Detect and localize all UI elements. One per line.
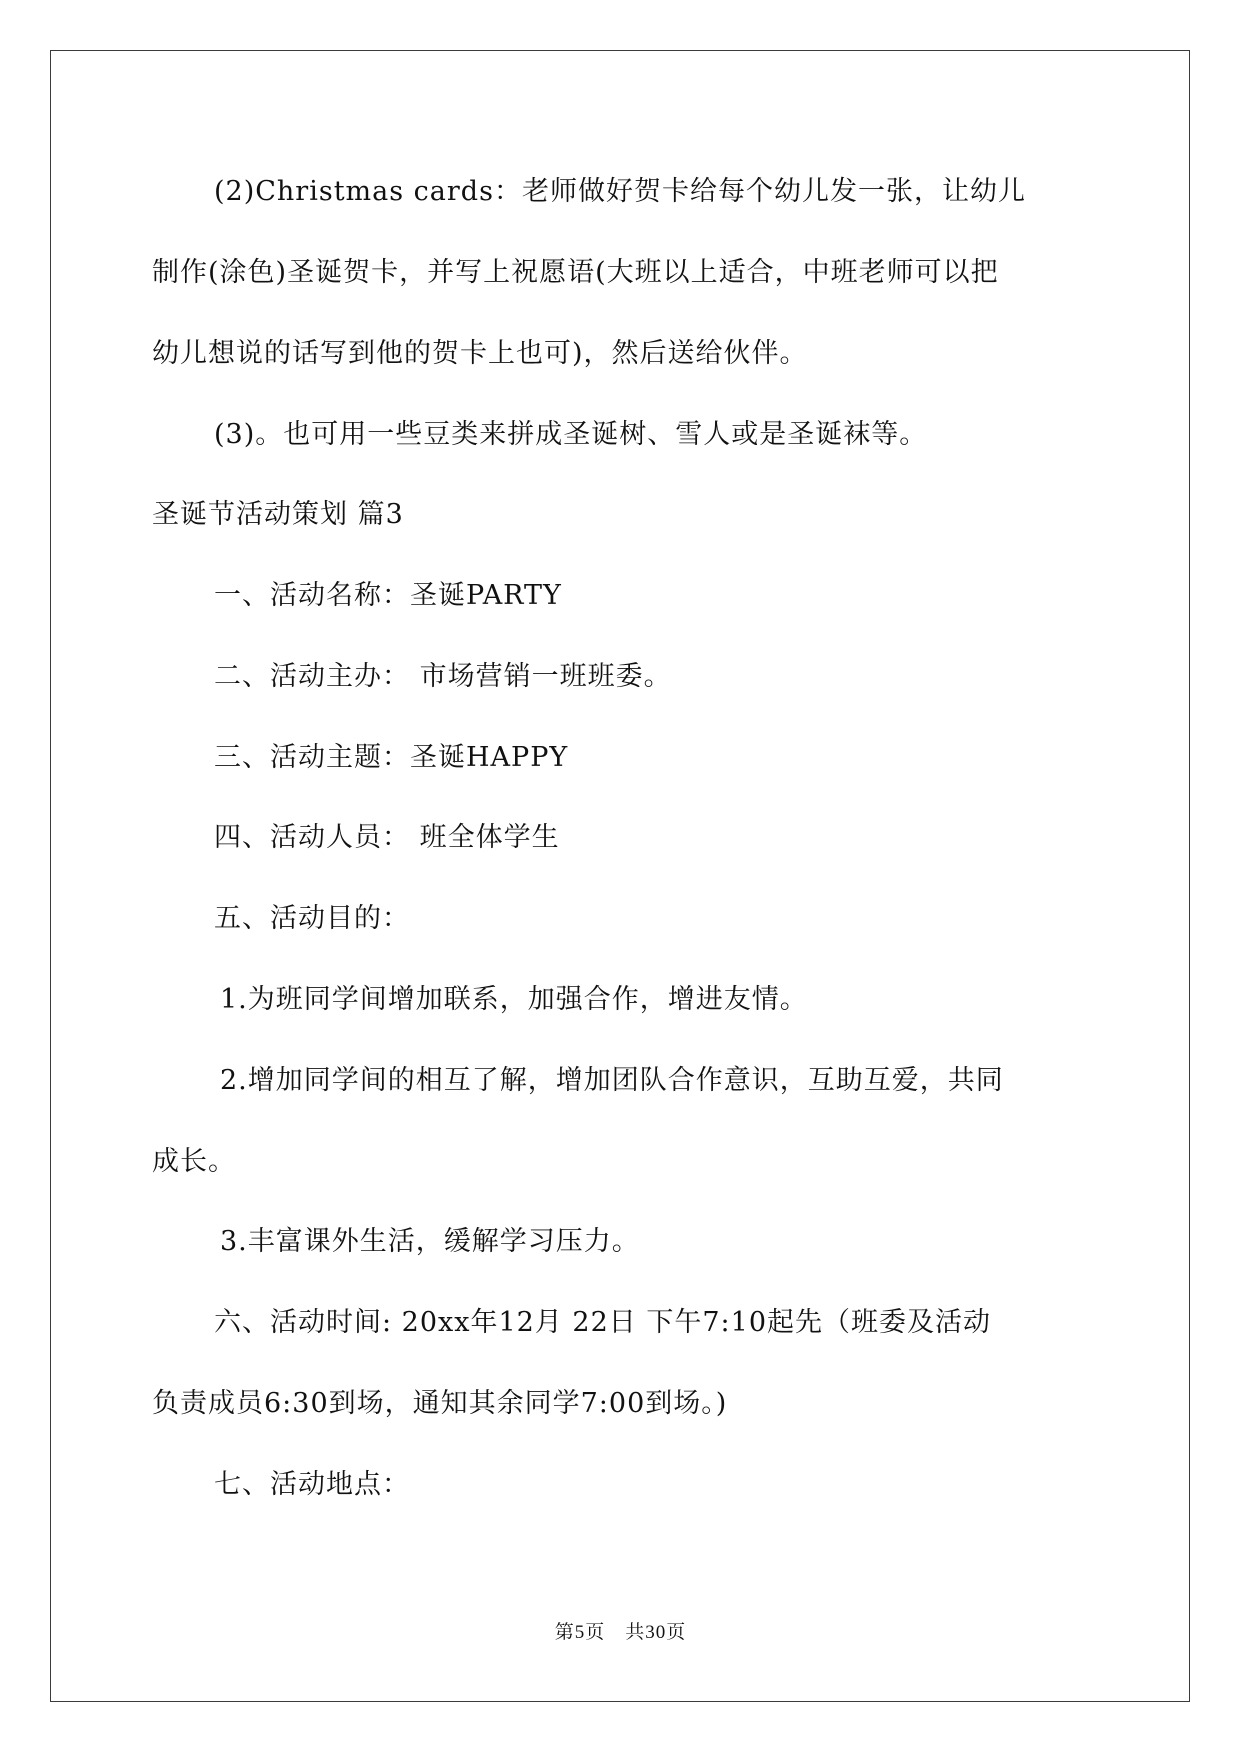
paragraph-line: 幼儿想说的话写到他的贺卡上也可)，然后送给伙伴。 (152, 338, 808, 369)
purpose-item-2: 2.增加同学间的相互了解，增加团队合作意识，互助互爱，共同 (220, 1065, 1004, 1096)
page-number-footer: 第5页 共30页 (554, 1622, 687, 1643)
page-border (50, 50, 1190, 1702)
purpose-item-3: 3.丰富课外生活，缓解学习压力。 (220, 1226, 640, 1257)
paragraph-line: 成长。 (152, 1146, 236, 1177)
list-item-organizer: 二、活动主办： 市场营销一班班委。 (214, 661, 672, 692)
paragraph-christmas-cards: (2)Christmas cards：老师做好贺卡给每个幼儿发一张，让幼儿 (214, 176, 1026, 207)
list-item-location: 七、活动地点： (214, 1469, 410, 1500)
list-item-activity-name: 一、活动名称：圣诞PARTY (214, 580, 562, 611)
purpose-item-1: 1.为班同学间增加联系，加强合作，增进友情。 (220, 984, 808, 1015)
list-item-time: 六、活动时间: 20xx年12月 22日 下午7:10起先（班委及活动 (214, 1307, 991, 1338)
section-heading: 圣诞节活动策划 篇3 (152, 499, 404, 530)
paragraph-line: 制作(涂色)圣诞贺卡，并写上祝愿语(大班以上适合，中班老师可以把 (152, 257, 999, 288)
list-item-theme: 三、活动主题：圣诞HAPPY (214, 742, 569, 773)
paragraph-line: 负责成员6:30到场，通知其余同学7:00到场。) (152, 1388, 728, 1419)
paragraph-beans-craft: (3)。也可用一些豆类来拼成圣诞树、雪人或是圣诞袜等。 (214, 419, 928, 450)
list-item-participants: 四、活动人员： 班全体学生 (214, 822, 560, 853)
list-item-purpose: 五、活动目的： (214, 903, 410, 934)
